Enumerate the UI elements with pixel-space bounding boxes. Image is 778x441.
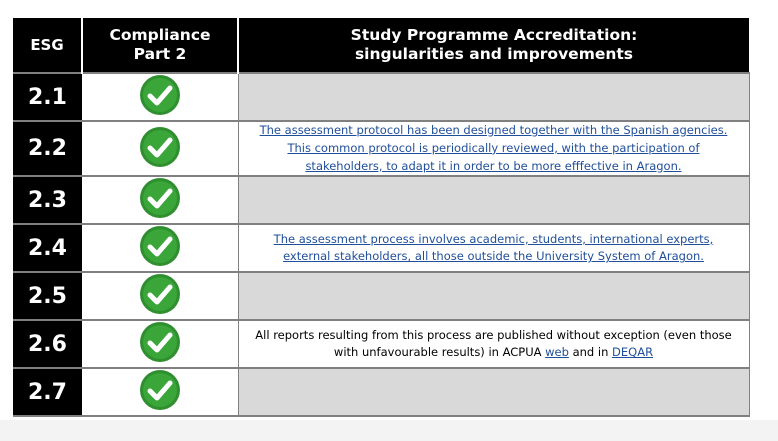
table-row [13,368,749,416]
esg-compliance-table [13,18,750,417]
note-cell-empty [238,368,749,416]
check-circle-icon [139,369,181,415]
note-cell [238,121,749,176]
check-circle-icon [139,273,181,319]
note-link-line[interactable]: stakeholders, to adapt it in order to be more efffective in Aragon. [305,158,682,173]
note-cell-empty [238,73,749,121]
web-link[interactable]: web [545,345,569,360]
header-esg-label: ESG [30,35,64,54]
check-circle-icon [139,74,181,120]
note-cell-empty [238,176,749,224]
note-cell [238,320,749,368]
esg-code: 2.6 [13,320,82,368]
header-compliance [82,18,238,73]
esg-code: 2.2 [13,121,82,176]
note-link-line[interactable]: external stakeholders, all those outside the University System of Aragon. [283,249,704,264]
compliance-cell [82,272,238,320]
check-circle-icon [139,225,181,271]
header-compliance-line2: Part 2 [133,45,187,63]
esg-code: 2.7 [13,368,82,416]
check-circle-icon [139,126,181,172]
note-link-line[interactable]: This common protocol is periodically reviewed, with the participation of [287,140,700,155]
compliance-cell [82,73,238,121]
header-accreditation-line2: singularities and improvements [354,45,634,63]
note-text: with unfavourable results) in ACPUA [333,345,546,360]
esg-code: 2.5 [13,272,82,320]
header-accreditation [238,18,749,73]
note-text: and in [568,345,613,360]
note-link-line[interactable]: The assessment process involves academic, students, international experts, [273,231,714,246]
header-accreditation-line1: Study Programme Accreditation: [350,25,638,44]
table-row [13,224,749,272]
compliance-cell [82,368,238,416]
deqar-link[interactable]: DEQAR [612,345,654,360]
compliance-cell [82,224,238,272]
table-row [13,73,749,121]
table-row [13,121,749,176]
table-row [13,272,749,320]
header-row [13,18,749,73]
header-esg [13,18,82,73]
note-cell [238,224,749,272]
table-row [13,176,749,224]
table-row [13,320,749,368]
page-footer-band [0,420,778,441]
note-link-line[interactable]: The assessment protocol has been designed together with the Spanish agencies. [259,123,728,137]
note-text: All reports resulting from this process are published without exception (even those [255,327,732,342]
compliance-cell [82,176,238,224]
check-circle-icon [139,321,181,367]
header-compliance-line1: Compliance [109,25,211,44]
esg-code: 2.4 [13,224,82,272]
esg-code: 2.1 [13,73,82,121]
note-cell-empty [238,272,749,320]
compliance-cell [82,121,238,176]
compliance-cell [82,320,238,368]
esg-code: 2.3 [13,176,82,224]
check-circle-icon [139,177,181,223]
